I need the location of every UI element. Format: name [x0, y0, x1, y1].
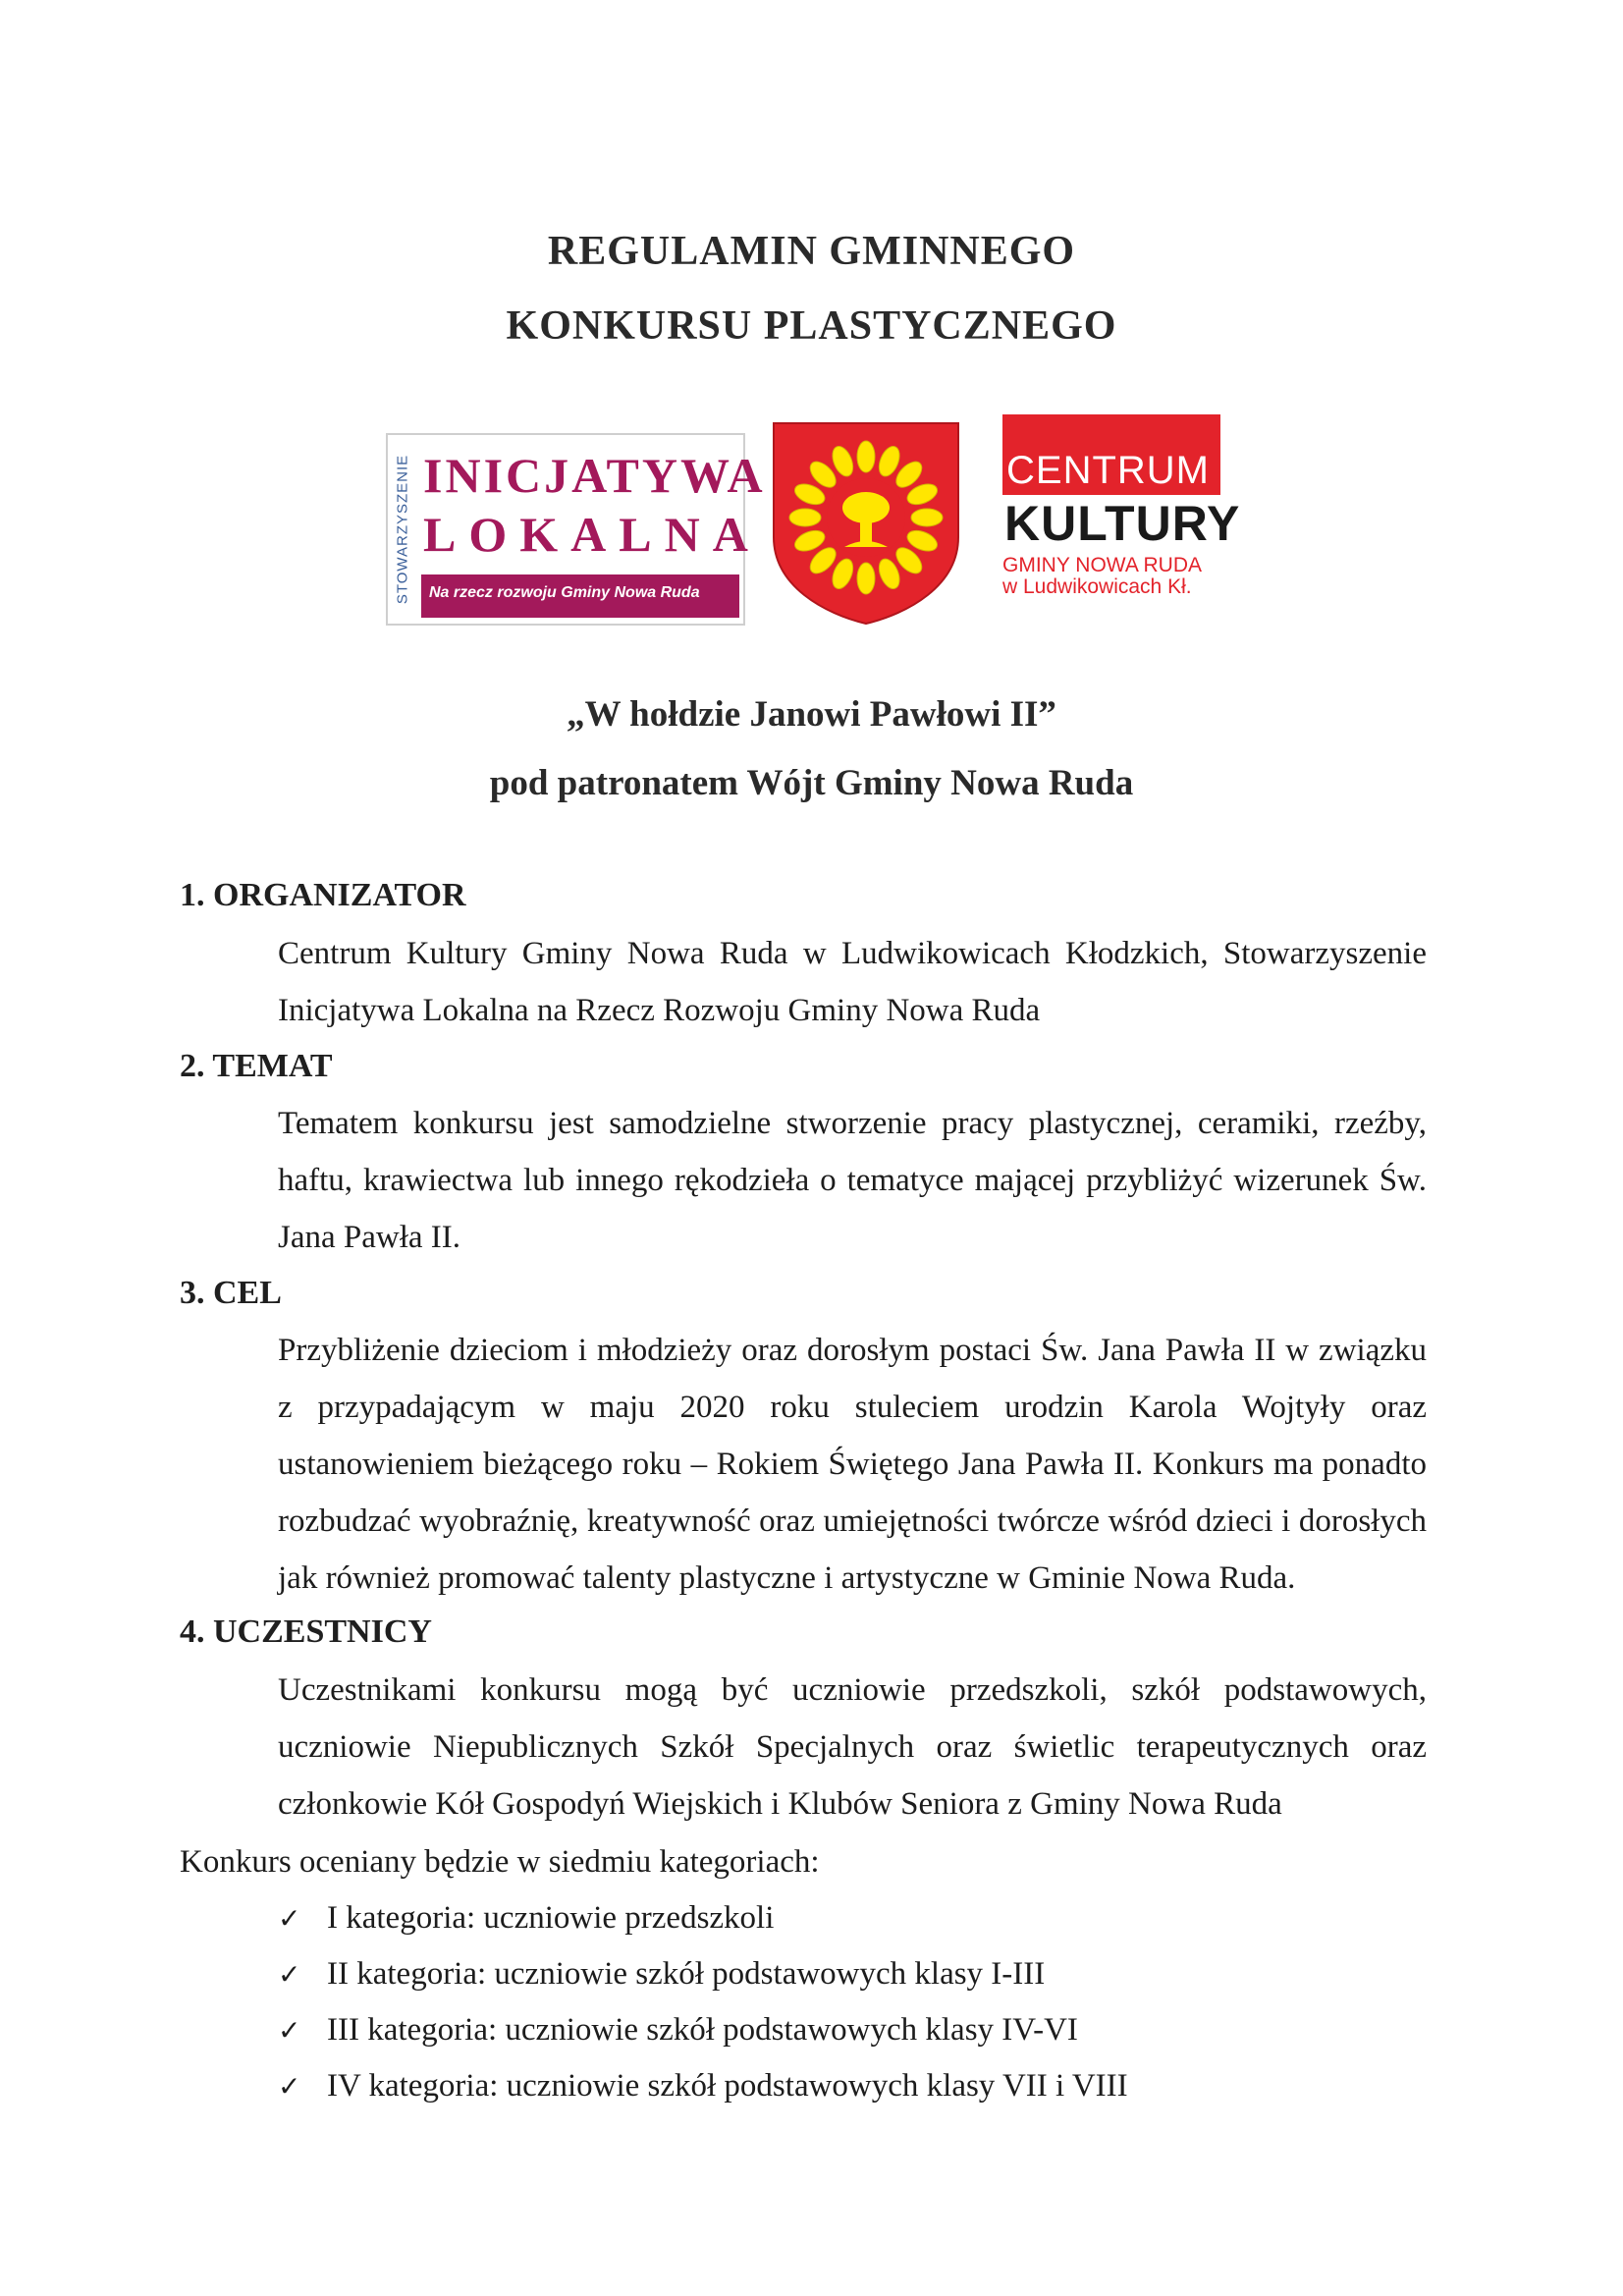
checkmark-icon: ✓: [278, 1958, 301, 1991]
text-line: Uczestnikami konkursu mogą być uczniowie przedszkoli, szkół podstawowych,: [278, 1672, 1427, 1708]
section-heading-temat: 2. TEMAT: [180, 1048, 333, 1084]
text-line: ustanowieniem bieżącego roku – Rokiem Świętego Jana Pawła II. Konkurs ma ponadto: [278, 1447, 1427, 1482]
category-item: ✓ II kategoria: uczniowie szkół podstawowych klasy I-III: [278, 1956, 1046, 1992]
section-body-cel: [278, 1322, 1427, 1607]
logo-gminy-text: GMINY NOWA RUDA: [1002, 554, 1203, 576]
inicjatywa-lokalna-logo: [386, 433, 766, 626]
text-line: haftu, krawiectwa lub innego rękodzieła o tematyce mającej przybliżyć wizerunek Św.: [278, 1163, 1427, 1198]
category-item: ✓ I kategoria: uczniowie przedszkoli: [278, 1900, 775, 1936]
coat-of-arms-icon: [770, 419, 962, 628]
logo-line1: INICJATYWA: [423, 448, 766, 503]
logo-side-text: STOWARZYSZENIE: [394, 454, 411, 605]
patronage-line: pod patronatem Wójt Gminy Nowa Ruda: [489, 763, 1134, 803]
text-line: Jana Pawła II.: [278, 1220, 461, 1255]
section-body-organizator: [278, 925, 1427, 1039]
category-item: ✓ III kategoria: uczniowie szkół podstawowych klasy IV-VI: [278, 2012, 1078, 2048]
checkmark-icon: ✓: [278, 1902, 301, 1935]
logo-bar: Na rzecz rozwoju Gminy Nowa Ruda: [421, 574, 739, 618]
centrum-kultury-logo: [999, 414, 1241, 601]
section-body-uczestnicy: [278, 1662, 1427, 1832]
checkmark-icon: ✓: [278, 2014, 301, 2047]
document-title-line2: KONKURSU PLASTYCZNEGO: [506, 303, 1117, 349]
section-heading-organizator: 1. ORGANIZATOR: [180, 877, 466, 913]
text-line: Centrum Kultury Gminy Nowa Ruda w Ludwikowicach Kłodzkich, Stowarzyszenie: [278, 936, 1427, 971]
section-heading-uczestnicy: 4. UCZESTNICY: [180, 1613, 432, 1650]
text-line: Przybliżenie dzieciom i młodzieży oraz dorosłym postaci Św. Jana Pawła II w związku: [278, 1333, 1427, 1368]
categories-intro: Konkurs oceniany będzie w siedmiu kategoriach:: [180, 1844, 820, 1880]
section-body-temat: [278, 1095, 1427, 1266]
text-line: rozbudzać wyobraźnię, kreatywność oraz umiejętności twórcze wśród dzieci i dorosłych: [278, 1503, 1427, 1539]
section-heading-cel: 3. CEL: [180, 1275, 282, 1311]
contest-name: „W hołdzie Janowi Pawłowi II”: [567, 694, 1056, 735]
logo-line2: LOKALNA: [423, 507, 761, 562]
document-title-line1: REGULAMIN GMINNEGO: [547, 229, 1076, 274]
text-line: uczniowie Niepublicznych Szkół Specjalnych oraz świetlic terapeutycznych oraz: [278, 1729, 1427, 1765]
checkmark-icon: ✓: [278, 2070, 301, 2103]
logo-ludwikowice-text: w Ludwikowicach Kł.: [1002, 575, 1192, 598]
logo-centrum-box: CENTRUM: [1002, 414, 1220, 495]
text-line: członkowie Kół Gospodyń Wiejskich i Klubów Seniora z Gminy Nowa Ruda: [278, 1786, 1282, 1822]
text-line: z przypadającym w maju 2020 roku stuleciem urodzin Karola Wojtyły oraz: [278, 1390, 1427, 1425]
category-item: ✓ IV kategoria: uczniowie szkół podstawowych klasy VII i VIII: [278, 2068, 1128, 2104]
text-line: Tematem konkursu jest samodzielne stworzenie pracy plastycznej, ceramiki, rzeźby,: [278, 1106, 1427, 1141]
text-line: jak również promować talenty plastyczne i artystyczne w Gminie Nowa Ruda.: [278, 1560, 1296, 1596]
logo-kultury-text: KULTURY: [1004, 496, 1241, 551]
text-line: Inicjatywa Lokalna na Rzecz Rozwoju Gminy Nowa Ruda: [278, 993, 1041, 1028]
